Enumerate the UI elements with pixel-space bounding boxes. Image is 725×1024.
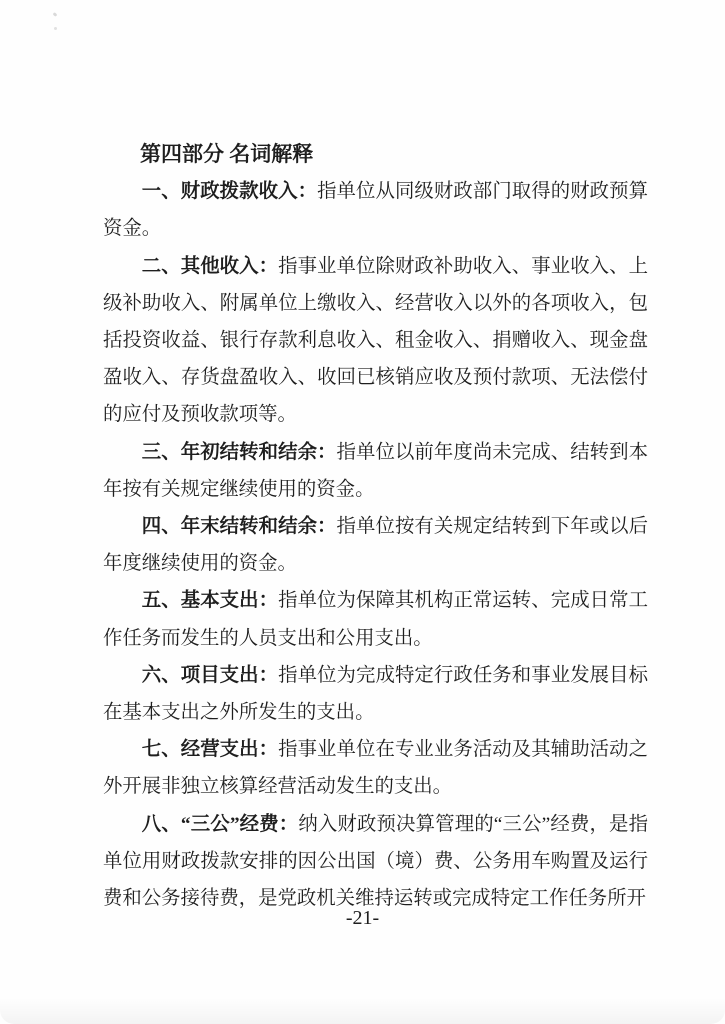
glossary-term: 一、财政拨款收入： — [141, 181, 318, 203]
glossary-term: 四、年末结转和结余： — [141, 516, 337, 538]
glossary-definition: 指单位从同级财政部门取得的财政预算资金。 — [103, 181, 649, 240]
glossary-definition: 指单位为保障其机构正常运转、完成日常工作任务而发生的人员支出和公用支出。 — [103, 590, 649, 649]
glossary-definition: 指单位以前年度尚未完成、结转到本年按有关规定继续使用的资金。 — [103, 441, 649, 500]
glossary-definition: 指事业单位在专业业务活动及其辅助活动之外开展非独立核算经营活动发生的支出。 — [103, 739, 649, 798]
glossary-term: 六、项目支出： — [141, 664, 279, 686]
glossary-paragraph — [103, 248, 648, 434]
glossary-paragraph — [103, 508, 648, 582]
glossary-definition: 纳入财政预决算管理的“三公”经费，是指单位用财政拨款安排的因公出国（境）费、公务用车购置及运行费和公务接待费，是党政机关维持运转或完成特定工作任务所开 — [103, 813, 648, 910]
glossary-term: 七、经营支出： — [141, 739, 279, 761]
glossary-paragraph — [103, 173, 648, 247]
glossary-paragraph — [103, 731, 648, 805]
scan-speck — [54, 27, 57, 30]
glossary-paragraph — [103, 657, 648, 731]
document-content — [103, 136, 648, 917]
scan-speck — [53, 12, 58, 17]
glossary-paragraph — [103, 582, 648, 656]
glossary-definition: 指单位按有关规定结转到下年或以后年度继续使用的资金。 — [103, 516, 649, 575]
glossary-term: 二、其他收入： — [141, 255, 279, 277]
glossary-paragraph — [103, 434, 648, 508]
section-heading: 第四部分 名词解释 — [140, 142, 314, 166]
glossary-term: 三、年初结转和结余： — [141, 441, 337, 463]
glossary-term: 五、基本支出： — [141, 590, 279, 612]
glossary-definition: 指事业单位除财政补助收入、事业收入、上级补助收入、附属单位上缴收入、经营收入以外的各项收入，包括投资收益、银行存款利息收入、租金收入、捐赠收入、现金盘盈收入、存货盘盈收入、收回已核销应收及预付款项、无法偿付的应付及预收款项等。 — [103, 255, 649, 426]
page-number: -21- — [345, 907, 380, 929]
glossary-definition: 指单位为完成特定行政任务和事业发展目标在基本支出之外所发生的支出。 — [103, 664, 649, 724]
glossary-term: 八、“三公”经费： — [141, 813, 299, 835]
scan-bottom-shadow — [0, 998, 725, 1024]
